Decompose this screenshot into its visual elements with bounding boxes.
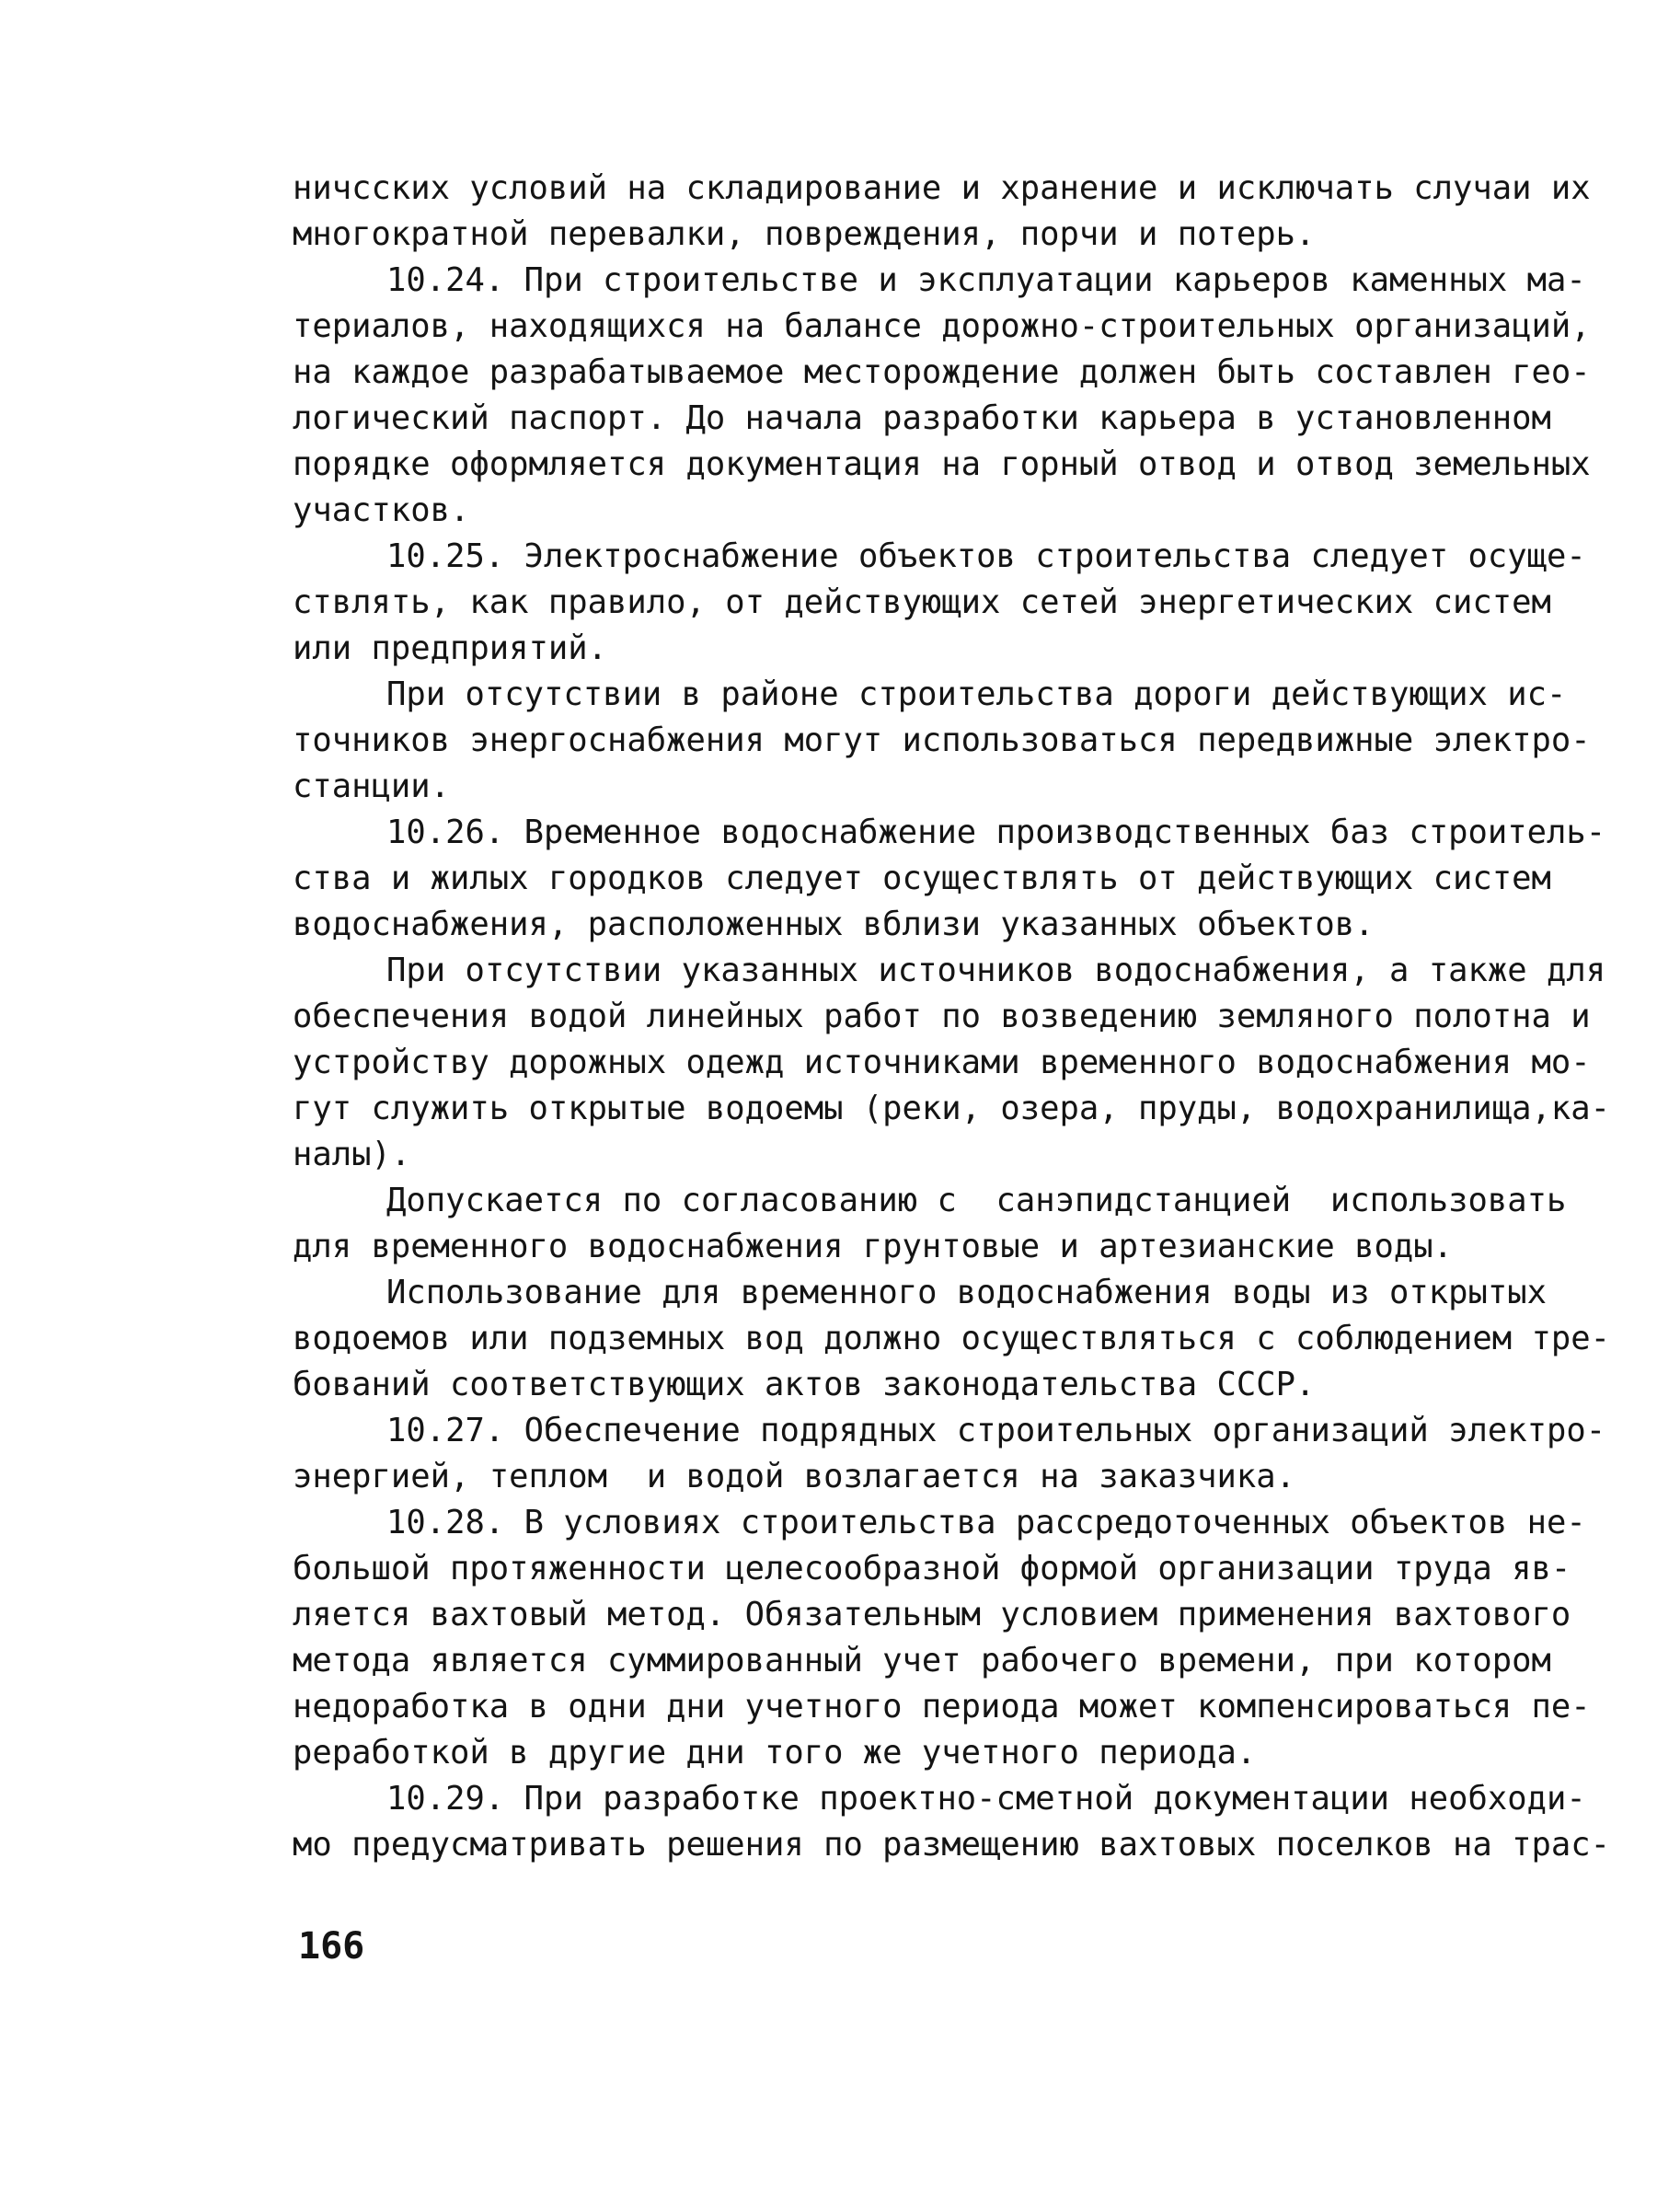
text-line: логический паспорт. До начала разработки карьера в установленном: [293, 399, 1551, 437]
paragraph-10-29: [293, 1776, 1610, 1868]
paragraph-power-absence: [293, 672, 1591, 810]
text-line: для временного водоснабжения грунтовые и артезианские воды.: [293, 1228, 1453, 1265]
paragraph-water-absence: [293, 948, 1610, 1178]
text-line: бований соответствующих актов законодательства СССР.: [293, 1366, 1316, 1403]
text-line: 10.28. В условиях строительства рассредоточенных объектов не-: [386, 1504, 1586, 1541]
paragraph-groundwater: [293, 1178, 1567, 1270]
text-line: гут служить открытые водоемы (реки, озера, пруды, водохранилища,ка-: [293, 1090, 1610, 1127]
text-line: станции.: [293, 768, 450, 805]
text-line: ничсских условий на складирование и хранение и исключать случаи их: [293, 169, 1591, 207]
text-line: обеспечения водой линейных работ по возведению земляного полотна и: [293, 998, 1591, 1035]
text-line: участков.: [293, 491, 470, 529]
text-line: 10.26. Временное водоснабжение производственных баз строитель-: [386, 814, 1606, 851]
text-line: водоснабжения, расположенных вблизи указанных объектов.: [293, 906, 1375, 943]
text-line: порядке оформляется документация на горный отвод и отвод земельных: [293, 445, 1591, 483]
text-line: При отсутствии указанных источников водоснабжения, а также для: [386, 952, 1606, 989]
paragraph-10-28: [293, 1500, 1591, 1776]
paragraph-10-24: [293, 258, 1591, 534]
text-line: метода является суммированный учет рабочего времени, при котором: [293, 1642, 1551, 1679]
paragraph-water-use: [293, 1270, 1610, 1408]
paragraph-1: [293, 166, 1591, 258]
text-line: Допускается по согласованию с санэпидстанцией использовать: [386, 1182, 1567, 1219]
page-number: 166: [298, 1925, 365, 1968]
text-line: Использование для временного водоснабжения воды из открытых: [386, 1274, 1547, 1311]
text-line: энергией, теплом и водой возлагается на заказчика.: [293, 1458, 1296, 1495]
text-line: 10.29. При разработке проектно-сметной документации необходи-: [386, 1780, 1586, 1818]
text-line: мо предусматривать решения по размещению вахтовых поселков на трас-: [293, 1826, 1610, 1864]
text-line: налы).: [293, 1136, 411, 1173]
paragraph-10-27: [293, 1408, 1606, 1500]
text-line: или предприятий.: [293, 629, 607, 667]
paragraph-10-26: [293, 810, 1606, 948]
text-line: многократной перевалки, повреждения, порчи и потерь.: [293, 215, 1316, 253]
text-line: ства и жилых городков следует осуществлять от действующих систем: [293, 860, 1551, 897]
document-body: [293, 166, 1610, 1868]
text-line: териалов, находящихся на балансе дорожно-строительных организаций,: [293, 307, 1591, 345]
text-line: большой протяженности целесообразной формой организации труда яв-: [293, 1550, 1571, 1587]
text-line: устройству дорожных одежд источниками временного водоснабжения мо-: [293, 1044, 1591, 1081]
text-line: При отсутствии в районе строительства дороги действующих ис-: [386, 675, 1567, 713]
text-line: на каждое разрабатываемое месторождение должен быть составлен гео-: [293, 353, 1591, 391]
text-line: 10.25. Электроснабжение объектов строительства следует осуще-: [386, 537, 1586, 575]
text-line: точников энергоснабжения могут использоваться передвижные электро-: [293, 721, 1591, 759]
text-line: 10.27. Обеспечение подрядных строительных организаций электро-: [386, 1412, 1606, 1449]
text-line: реработкой в другие дни того же учетного периода.: [293, 1734, 1257, 1772]
text-line: недоработка в одни дни учетного периода может компенсироваться пе-: [293, 1688, 1591, 1726]
paragraph-10-25: [293, 534, 1586, 672]
text-line: 10.24. При строительстве и эксплуатации карьеров каменных ма-: [386, 261, 1586, 299]
text-line: ствлять, как правило, от действующих сетей энергетических систем: [293, 583, 1551, 621]
text-line: ляется вахтовый метод. Обязательным условием применения вахтового: [293, 1596, 1571, 1633]
text-line: водоемов или подземных вод должно осуществляться с соблюдением тре-: [293, 1320, 1610, 1357]
